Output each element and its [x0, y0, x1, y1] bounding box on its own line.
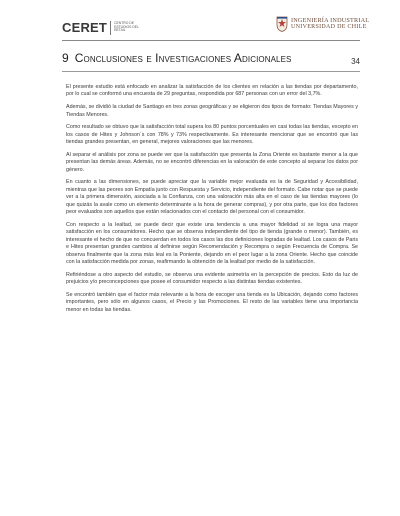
ceret-logo-word: CERET [62, 20, 108, 35]
ingenieria-logo-line1: INGENIERÍA INDUSTRIAL [291, 17, 370, 24]
ceret-logo-subtitle: CENTRO DE ESTUDIOS DEL RETAIL [114, 20, 139, 33]
section-rule [62, 71, 360, 72]
section-title: Conclusiones e Investigaciones Adicionales [74, 51, 292, 65]
ingenieria-logo-line2: UNIVERSIDAD DE CHILE [291, 24, 367, 30]
university-shield-icon [276, 16, 288, 32]
ceret-logo [62, 20, 140, 35]
paragraph: Como resultado se obtuvo que la satisfacción total supera los 80 puntos porcentuales en casi todas las tiendas, excepto en los casos de Hites y Johnson´s con 78% y 73% respectivamente. Es interesante mencionar que se encontró que las tiendas grandes presentan, en general, mejores valoraciones que las menores. [66, 124, 358, 146]
logo-divider [110, 21, 111, 35]
page-number: 34 [351, 57, 360, 66]
page-header [0, 0, 400, 44]
section-title-line [62, 51, 360, 65]
ingenieria-industrial-logo [276, 16, 369, 32]
paragraph: Además, se dividió la ciudad de Santiago en tres zonas geográficas y se eligieron dos tipos de formato: Tiendas Mayores y Tiendas Menores. [66, 104, 358, 118]
section-heading [62, 51, 360, 65]
section-number: 9 [62, 51, 69, 65]
paragraph: En cuanto a las dimensiones, se puede apreciar que la variable mejor evaluada es la de Seguridad y Accesibilidad, mientras que las peores son Empatía junto con Respuesta y Servicio, independiente del formato. Cabe notar que se puede ver a la primera dimensión, asociada a la Confianza, con una valoración más alta en el caso de las tiendas mayores (lo que quizás la avale como un elemento determinante a la hora de generar compras), y por otra parte, que los dos factores peor evaluados son aquellos que están relacionados con el contacto del personal con el consumidor. [66, 179, 358, 216]
paragraph: El presente estudio está enfocado en analizar la satisfacción de los clientes en relación a las tiendas por departamento, por lo cual se conformó una encuesta de 29 preguntas, respondida por 687 personas con un error del 3,7%. [66, 84, 358, 98]
body-text [66, 84, 358, 319]
paragraph: Refiriéndose a otro aspecto del estudio, se observa una evidente asimetría en la percepción de precios. Esto da luz de prejuicios y/o preconcepciones que posee el consumidor respecto a las distintas tiendas existentes. [66, 271, 358, 286]
paragraph: Al separar el análisis por zona se puede ver que la satisfacción que presenta la Zona Oriente es bastante menor a la que presentan las demás áreas. Además, no se encontró diferencias en la valoración de este concepto al separar los datos por género. [66, 151, 358, 173]
paragraph: Se encontró también que el factor más relevante a la hora de escoger una tienda es la Ubicación, dejando como factores importantes, pero sólo en algunos casos, el Precio y las Promociones. El resto de las variables tiene una importancia menor en todas las tiendas. [66, 291, 358, 313]
header-rule [62, 40, 360, 41]
paragraph: Con respecto a la lealtad, se puede decir que existe una tendencia a una mayor fidelidad si se logra una mayor satisfacción en los consumidores. Hecho que se observa independiente del tipo de tienda (grande o menor). También, es interesante el hecho de que no concuerdan en todos los casos las dos definiciones logradas de lealtad. Los casos de Paris e Hites presentan grandes cambios al definirse según Recomendación y Recompra o según Frecuencia de Compra. Se observa finalmente que la zona más leal es la Poniente, dejando en el peor lugar a la zona Oriente. Hecho que coincide con la satisfacción medida por zonas, reafirmando la obtención de la lealtad por medio de la satisfacción. [66, 221, 358, 265]
